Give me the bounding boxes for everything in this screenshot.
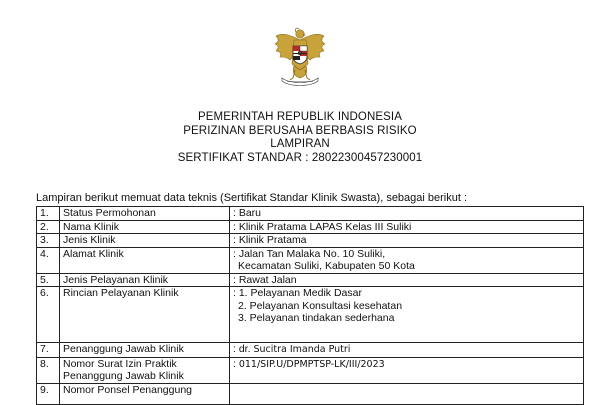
row-number: 3.: [37, 234, 60, 248]
row-label: Rincian Pelayanan Klinik: [60, 287, 230, 343]
row-number: 5.: [37, 273, 60, 287]
table-row: [37, 357, 584, 383]
row-value: : Baru: [230, 207, 584, 221]
garuda-pancasila-icon: [272, 26, 328, 88]
row-label: Penanggung Jawab Klinik: [60, 343, 230, 358]
row-label: Alamat Klinik: [60, 247, 230, 273]
row-number: 4.: [37, 247, 60, 273]
row-number: 2.: [37, 220, 60, 234]
value-prefix: : dr.: [233, 343, 254, 355]
doctor-name: Sucitra Imanda Putri: [253, 344, 351, 355]
row-number: 1.: [37, 207, 60, 221]
table-row: [37, 287, 584, 343]
technical-data-table: [36, 206, 584, 405]
label-line-2: Penanggung Jawab Klinik: [63, 370, 184, 382]
garuda-emblem: [272, 26, 328, 88]
row-value: [230, 247, 584, 273]
table-row: [37, 383, 584, 404]
address-line-1: : Jalan Tan Malaka No. 10 Suliki,: [233, 247, 386, 260]
permit-number: 011/SIP.U/DPMPTSP-LK/III/2023: [238, 358, 385, 370]
table-row: [37, 343, 584, 358]
row-number: 9.: [37, 383, 60, 404]
heading-attachment: LAMPIRAN: [270, 138, 330, 150]
row-value: [230, 357, 584, 383]
heading-licensing: PERIZINAN BERUSAHA BERBASIS RISIKO: [183, 124, 417, 137]
row-label: Jenis Klinik: [60, 234, 230, 248]
heading-government: PEMERINTAH REPUBLIK INDONESIA: [198, 111, 402, 123]
value-prefix: :: [233, 357, 239, 370]
row-value: [230, 287, 584, 343]
address-line-2: Kecamatan Suliki, Kabupaten 50 Kota: [238, 260, 415, 272]
table-row: [37, 220, 584, 234]
row-number: 6.: [37, 287, 60, 343]
row-label: Nama Klinik: [60, 220, 230, 234]
row-label: Status Permohonan: [60, 207, 230, 221]
row-value: [230, 343, 584, 358]
row-value: : Klinik Pratama: [230, 234, 584, 248]
table-row: [37, 207, 584, 221]
row-number: 8.: [37, 357, 60, 383]
label-line-1: Nomor Surat Izin Praktik: [63, 357, 177, 370]
row-label: [60, 357, 230, 383]
row-value: : Klinik Pratama LAPAS Kelas III Suliki: [230, 220, 584, 234]
table-row: [37, 273, 584, 287]
row-value: : Rawat Jalan: [230, 273, 584, 287]
row-label: Nomor Ponsel Penanggung: [60, 383, 230, 404]
service-item-2: 2. Pelayanan Konsultasi kesehatan: [238, 299, 403, 312]
heading-certificate-number: SERTIFIKAT STANDAR : 28022300457230001: [177, 151, 423, 164]
row-value: [230, 383, 584, 404]
service-item-1: : 1. Pelayanan Medik Dasar: [233, 287, 362, 299]
table-row: [37, 234, 584, 248]
row-label: Jenis Pelayanan Klinik: [60, 273, 230, 287]
table-row: [37, 247, 584, 273]
intro-text: Lampiran berikut memuat data teknis (Sertifikat Standar Klinik Swasta), sebagai berikut :: [36, 192, 468, 204]
service-item-3: 3. Pelayanan tindakan sederhana: [238, 312, 395, 324]
row-number: 7.: [37, 343, 60, 358]
document-heading: [0, 111, 600, 165]
